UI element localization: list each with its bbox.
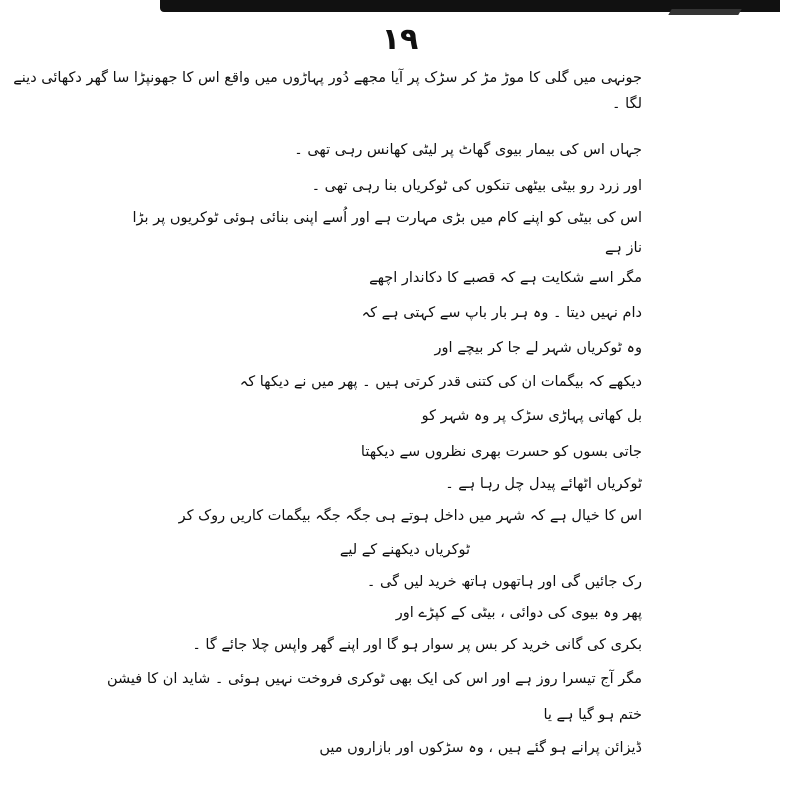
- text-line-12: جاتی بسوں کو حسرت بھری نظروں سے دیکھتا: [360, 444, 642, 460]
- text-line-19: مگر آج تیسرا روز ہے اور اس کی ایک بھی ٹوکری فروخت نہیں ہوئی ۔ شاید ان کا فیشن: [106, 671, 642, 687]
- text-line-3: جہاں اس کی بیمار بیوی گھاٹ پر لیٹی کھانس رہی تھی ۔: [294, 142, 642, 158]
- text-line-21: ڈیزائن پرانے ہو گئے ہیں ، وہ سڑکوں اور بازاروں میں: [319, 740, 642, 756]
- text-line-8: دام نہیں دیتا ۔ وہ ہر بار باپ سے کہتی ہے کہ: [361, 305, 642, 321]
- text-line-20: ختم ہو گیا ہے یا: [543, 707, 642, 723]
- text-line-2: لگا ۔: [612, 96, 642, 112]
- page-number: ١٩: [381, 22, 419, 57]
- text-line-11: بل کھاتی پہاڑی سڑک پر وہ شہر کو: [421, 408, 642, 424]
- text-line-14: اس کا خیال ہے کہ شہر میں داخل ہوتے ہی جگہ جگہ بیگمات کاریں روک کر: [178, 508, 642, 524]
- text-line-6: ناز ہے: [604, 240, 642, 256]
- text-line-9: وہ ٹوکریاں شہر لے جا کر بیچے اور: [434, 340, 642, 356]
- text-line-18: بکری کی گانی خرید کر بس پر سوار ہو گا اور اپنے گھر واپس چلا جائے گا ۔: [192, 637, 642, 653]
- text-line-16: رک جائیں گی اور ہاتھوں ہاتھ خرید لیں گی ۔: [366, 574, 642, 590]
- text-line-4: اور زرد رو بیٹی بیٹھی تنکوں کی ٹوکریاں بنا رہی تھی ۔: [311, 178, 642, 194]
- page-top-edge-shadow: [160, 0, 780, 12]
- text-line-15: ٹوکریاں دیکھنے کے لیے: [339, 542, 470, 558]
- text-line-13: ٹوکریاں اٹھائے پیدل چل رہا ہے ۔: [445, 476, 642, 492]
- text-line-17: پھر وہ بیوی کی دوائی ، بیٹی کے کپڑے اور: [395, 605, 642, 621]
- text-line-5: اس کی بیٹی کو اپنے کام میں بڑی مہارت ہے اور اُسے اپنی بنائی ہوئی ٹوکریوں پر بڑا: [132, 210, 642, 226]
- text-line-7: مگر اسے شکایت ہے کہ قصبے کا دکاندار اچھے: [369, 270, 642, 286]
- text-line-10: دیکھے کہ بیگمات ان کی کتنی قدر کرتی ہیں ۔ پھر میں نے دیکھا کہ: [239, 374, 642, 390]
- text-line-1: جونہی میں گلی کا موڑ مڑ کر سڑک پر آیا مجھے دُور پہاڑوں میں واقع اس کا جھونپڑا سا گھر دکھائی دینے: [13, 70, 642, 86]
